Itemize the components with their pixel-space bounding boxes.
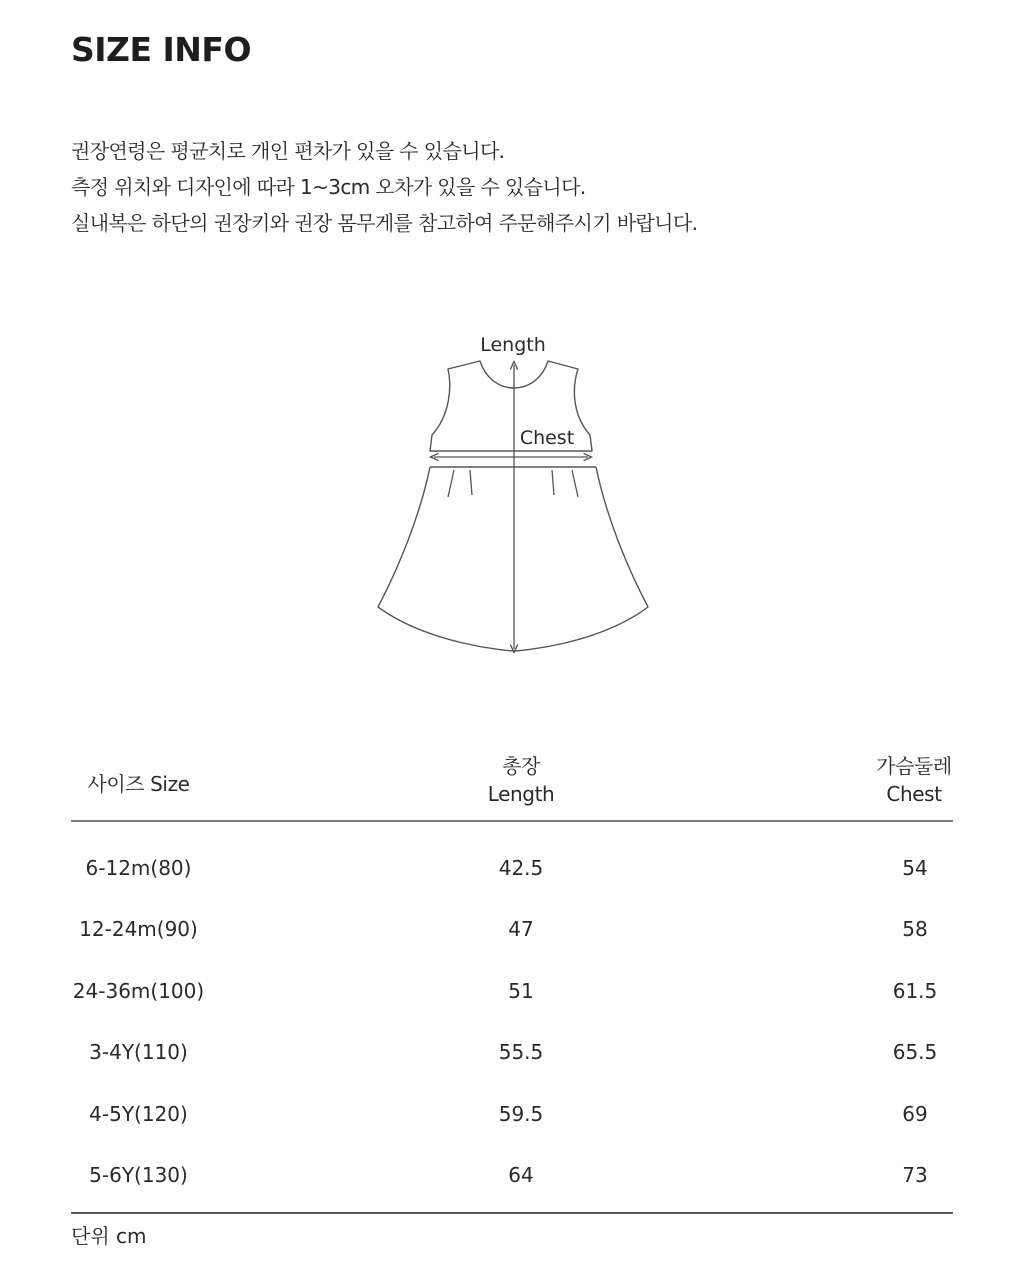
pleat-line xyxy=(470,470,472,495)
table-row xyxy=(71,1021,953,1083)
header-length xyxy=(471,752,571,808)
note-line: 실내복은 하단의 권장키와 권장 몸무게를 참고하여 주문해주시기 바랍니다. xyxy=(71,211,698,235)
header-chest xyxy=(859,752,969,808)
table-row xyxy=(71,1083,953,1145)
header-chest-ko: 가슴둘레 xyxy=(876,754,952,778)
header-length-ko: 총장 xyxy=(502,754,540,778)
notes xyxy=(71,133,697,241)
size-table-header xyxy=(71,748,953,822)
cell-length: 42.5 xyxy=(498,856,544,880)
cell-length: 55.5 xyxy=(498,1040,544,1064)
size-table xyxy=(71,748,953,1214)
unit-note: 단위 cm xyxy=(71,1224,147,1248)
table-row xyxy=(71,960,953,1022)
header-size: 사이즈 Size xyxy=(87,772,190,796)
cell-length: 51 xyxy=(508,979,534,1003)
cell-chest: 58 xyxy=(902,917,928,941)
cell-length: 59.5 xyxy=(498,1102,544,1126)
cell-chest: 65.5 xyxy=(892,1040,938,1064)
cell-chest: 61.5 xyxy=(892,979,938,1003)
size-table-body xyxy=(71,822,953,1214)
cell-length: 47 xyxy=(508,917,534,941)
cell-size: 6-12m(80) xyxy=(85,856,192,880)
cell-size: 3-4Y(110) xyxy=(89,1040,188,1064)
dress-measurement-diagram xyxy=(360,325,670,665)
cell-chest: 73 xyxy=(902,1163,928,1187)
pleat-line xyxy=(448,470,454,497)
note-line: 권장연령은 평균치로 개인 편차가 있을 수 있습니다. xyxy=(71,139,505,163)
page-title: SIZE INFO xyxy=(71,30,251,69)
table-row xyxy=(71,1144,953,1206)
cell-size: 24-36m(100) xyxy=(72,979,205,1003)
header-length-en: Length xyxy=(487,782,555,806)
cell-chest: 69 xyxy=(902,1102,928,1126)
dress-skirt-outline xyxy=(378,467,648,651)
cell-size: 5-6Y(130) xyxy=(89,1163,188,1187)
pleat-line xyxy=(552,470,554,495)
pleat-line xyxy=(572,470,578,497)
dress-illustration xyxy=(360,325,670,665)
cell-length: 64 xyxy=(508,1163,534,1187)
cell-chest: 54 xyxy=(902,856,928,880)
chest-label: Chest xyxy=(519,427,575,449)
cell-size: 12-24m(90) xyxy=(79,917,198,941)
table-row xyxy=(71,898,953,960)
cell-size: 4-5Y(120) xyxy=(89,1102,188,1126)
length-label: Length xyxy=(480,334,546,356)
table-row xyxy=(71,837,953,899)
header-chest-en: Chest xyxy=(886,782,942,806)
note-line: 측정 위치와 디자인에 따라 1~3cm 오차가 있을 수 있습니다. xyxy=(71,175,586,199)
